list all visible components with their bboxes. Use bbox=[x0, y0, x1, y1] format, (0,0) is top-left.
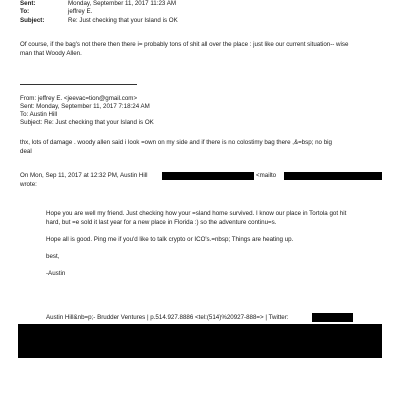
separator-rule bbox=[20, 84, 137, 85]
attribution-wrote: wrote: bbox=[20, 181, 37, 188]
attribution-prefix: On Mon, Sep 11, 2017 at 12:32 PM, Austin Hill bbox=[20, 172, 148, 179]
redaction-twitter bbox=[312, 313, 353, 322]
quoted-subject: Subject: Re: Just checking that your Island is OK bbox=[20, 119, 154, 126]
quoted-from: From: jeffrey E. <jeevac=tion@gmail.com> bbox=[20, 95, 138, 102]
original-para1-line2: hard, but =e sold it last year for a new place in Florida :) so the adventure continu=s. bbox=[46, 219, 277, 226]
to-label: To: bbox=[20, 8, 30, 15]
reply-line-1: Of course, if the bag's not there then there i= probably tons of shit all over the place : just like our current situation-- wise bbox=[20, 41, 349, 48]
signature-line: Austin Hill&nb=p;- Brudder Ventures | p.514.927.8886 <tel:(514)%20927-888=> | Twitter: bbox=[46, 314, 289, 321]
redaction-block bbox=[18, 324, 382, 358]
sent-value: Monday, September 11, 2017 11:23 AM bbox=[68, 0, 177, 7]
to-value: jeffrey E. bbox=[68, 8, 93, 15]
original-para1-line1: Hope you are well my friend. Just checking how your =sland home survived. I know our place in Tortola got hit bbox=[46, 210, 347, 217]
redaction-email bbox=[162, 172, 254, 180]
redaction-mailto bbox=[284, 172, 382, 180]
quoted-to: To: Austin Hill bbox=[20, 111, 58, 118]
sent-label: Sent: bbox=[20, 0, 36, 7]
attribution-mailto: <mailto bbox=[256, 172, 277, 179]
subject-value: Re: Just checking that your Island is OK bbox=[68, 17, 178, 24]
signature-name: -Austin bbox=[46, 270, 66, 277]
subject-label: Subject: bbox=[20, 17, 45, 24]
quoted-body-line-2: deal bbox=[20, 148, 32, 155]
original-para2: Hope all is good. Ping me if you'd like to talk crypto or ICO's.=nbsp; Things are heating up. bbox=[46, 236, 294, 243]
quoted-sent: Sent: Monday, September 11, 2017 7:18:24 AM bbox=[20, 103, 150, 110]
quoted-body-line-1: thx, lots of damage . woody allen said i look =own on my side and if there is no colostimy bag there ,&=bsp; no big bbox=[20, 139, 332, 146]
reply-line-2: man that Woody Allen. bbox=[20, 50, 82, 57]
closing: best, bbox=[46, 253, 60, 260]
